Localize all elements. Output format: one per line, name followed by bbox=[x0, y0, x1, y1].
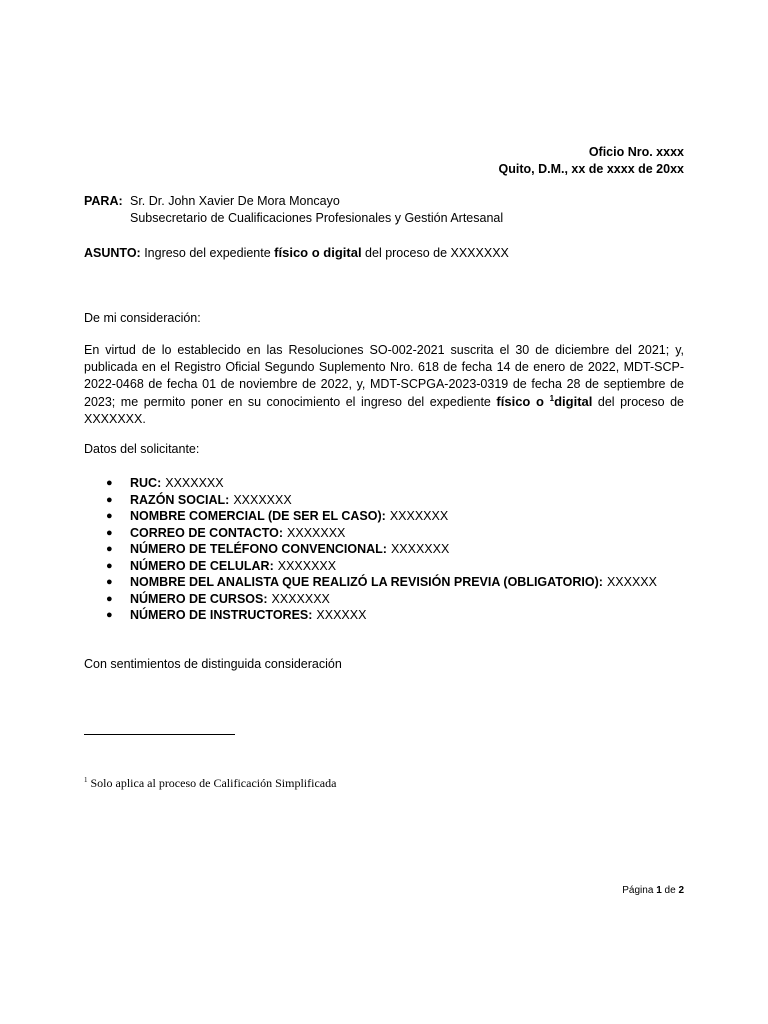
list-item bbox=[84, 541, 684, 558]
field-value: XXXXXXX bbox=[277, 558, 337, 573]
greeting: De mi consideración: bbox=[84, 311, 201, 325]
bullet-icon: ● bbox=[106, 526, 113, 539]
field-value: XXXXXXX bbox=[390, 542, 450, 556]
subject-text-after: del proceso de XXXXXXX bbox=[361, 246, 509, 260]
subject-label: ASUNTO: bbox=[84, 246, 141, 260]
closing-salutation: Con sentimientos de distinguida consideración bbox=[84, 657, 342, 671]
place-date: Quito, D.M., xx de xxxx de 20xx bbox=[498, 162, 684, 176]
bullet-icon: ● bbox=[106, 592, 113, 605]
field-value: XXXXXXX bbox=[287, 525, 346, 540]
footnote-separator bbox=[84, 734, 235, 735]
subject-emphasis: físico o digital bbox=[274, 245, 362, 260]
field-value: XXXXXXX bbox=[271, 591, 330, 606]
field-label: NÚMERO DE CURSOS: bbox=[130, 591, 268, 606]
field-label: RAZÓN SOCIAL: bbox=[130, 492, 230, 507]
recipient-title: Subsecretario de Cualificaciones Profesionales y Gestión Artesanal bbox=[130, 211, 504, 225]
list-item bbox=[84, 525, 684, 542]
recipient-name: Sr. Dr. John Xavier De Mora Moncayo bbox=[130, 194, 340, 208]
body-text-after: del proceso de XXXXXXX. bbox=[84, 395, 685, 426]
bullet-icon: ● bbox=[106, 559, 113, 572]
list-item bbox=[84, 591, 684, 608]
field-label: NOMBRE DEL ANALISTA QUE REALIZÓ LA REVISIÓN PREVIA (OBLIGATORIO): bbox=[130, 575, 603, 589]
footnote bbox=[84, 775, 336, 792]
field-value: XXXXXXX bbox=[165, 476, 224, 490]
body-emphasis-1: físico o bbox=[496, 394, 550, 409]
field-label: CORREO DE CONTACTO: bbox=[130, 525, 284, 540]
field-value: XXXXXXX bbox=[233, 492, 292, 507]
page-number bbox=[622, 882, 684, 899]
footnote-text: Solo aplica al proceso de Calificación Simplificada bbox=[90, 776, 337, 790]
footnote-marker: 1 bbox=[84, 776, 88, 784]
office-number: Oficio Nro. xxxx bbox=[588, 145, 684, 159]
bullet-icon: ● bbox=[106, 493, 113, 506]
subject-text-before: Ingreso del expediente bbox=[140, 246, 275, 260]
field-label: NÚMERO DE INSTRUCTORES: bbox=[130, 608, 313, 622]
field-label: NÚMERO DE CELULAR: bbox=[130, 558, 274, 573]
bullet-icon: ● bbox=[106, 609, 113, 621]
office-header bbox=[499, 144, 685, 178]
list-item bbox=[84, 492, 684, 509]
body-text: En virtud de lo establecido en las Resoluciones SO-002-2021 suscrita el 30 de diciembre del 2021; y, publicada en el Registro Oficial Segundo Suplemento Nro. 618 de fecha 14 de enero de 2022, MDT-SCP-2022-0468 de fecha 01 de noviembre de 2022, y, MDT-SCPGA-2023-0319 de fecha 28 de septiembre de 2023; me permito poner en su conocimiento el ingreso del expediente bbox=[84, 343, 684, 409]
bullet-icon: ● bbox=[106, 576, 113, 588]
page-number-separator: de bbox=[661, 885, 679, 896]
field-value: XXXXXXX bbox=[389, 509, 449, 523]
body-emphasis-2: digital bbox=[554, 394, 593, 409]
bullet-icon: ● bbox=[106, 510, 113, 522]
field-label: RUC: bbox=[130, 476, 162, 490]
recipient-block bbox=[84, 193, 684, 227]
page-number-current: 1 bbox=[656, 885, 662, 896]
footnote-reference: 1 bbox=[549, 394, 555, 403]
applicant-data-label: Datos del solicitante: bbox=[84, 442, 200, 456]
field-value: XXXXXX bbox=[606, 575, 657, 589]
subject-line bbox=[84, 244, 684, 262]
list-item bbox=[84, 607, 684, 624]
body-paragraph bbox=[84, 342, 684, 428]
field-label: NÚMERO DE TELÉFONO CONVENCIONAL: bbox=[130, 542, 387, 556]
list-item bbox=[84, 508, 684, 525]
recipient-label: PARA: bbox=[84, 194, 123, 208]
field-label: NOMBRE COMERCIAL (DE SER EL CASO): bbox=[130, 509, 386, 523]
page-number-prefix: Página bbox=[622, 885, 657, 896]
list-item bbox=[84, 558, 684, 575]
field-value: XXXXXX bbox=[316, 608, 367, 622]
bullet-icon: ● bbox=[106, 477, 113, 489]
bullet-icon: ● bbox=[106, 543, 113, 555]
applicant-data-list bbox=[84, 475, 684, 624]
list-item bbox=[84, 475, 684, 492]
list-item bbox=[84, 574, 684, 591]
page-number-total: 2 bbox=[678, 885, 684, 896]
